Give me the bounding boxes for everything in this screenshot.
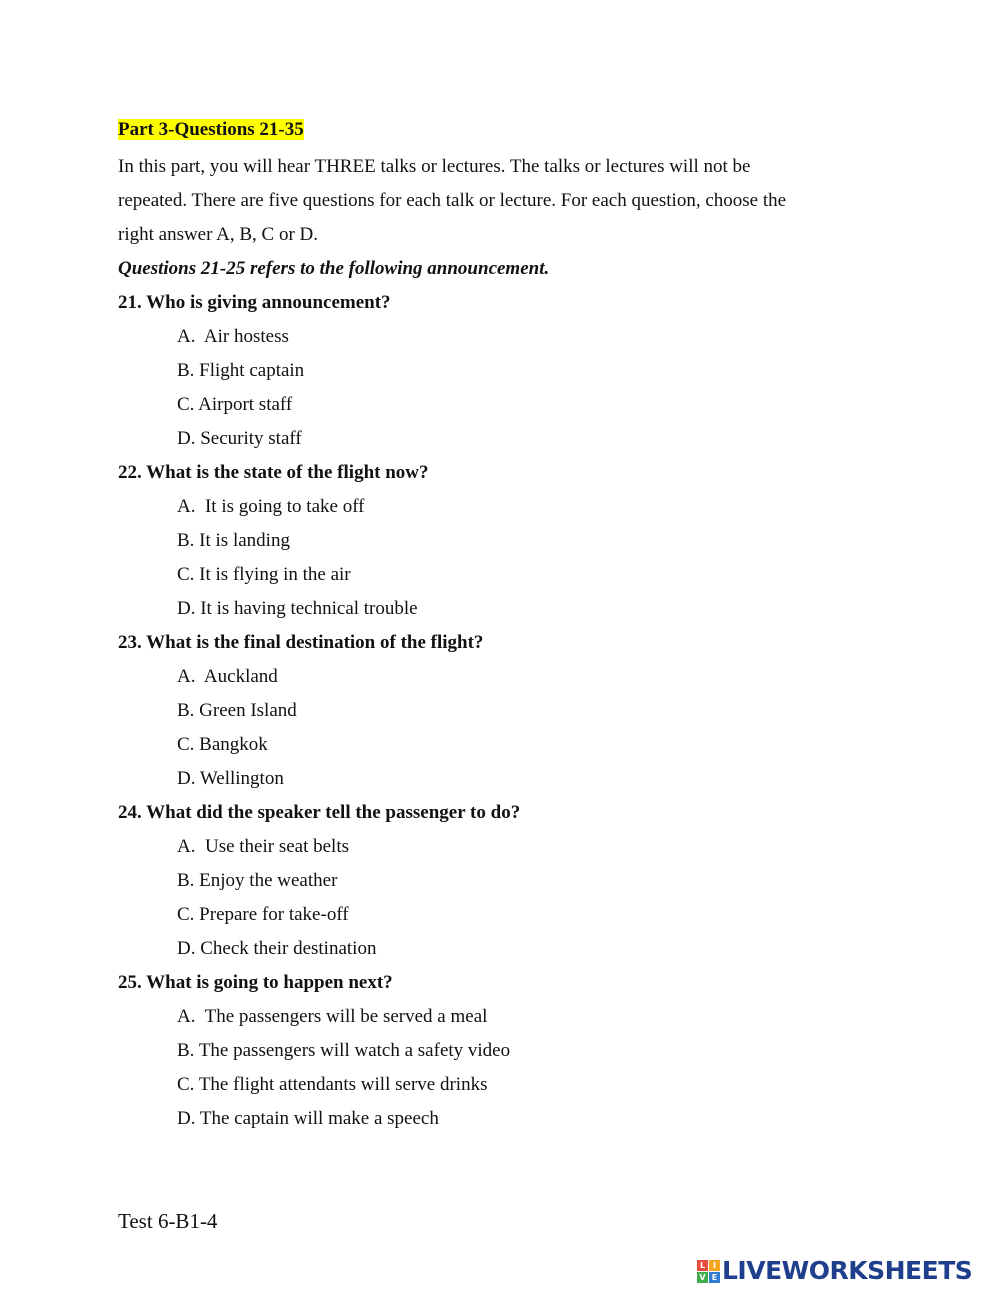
logo-mark-icon xyxy=(697,1260,720,1283)
answer-option: B. Enjoy the weather xyxy=(177,870,338,891)
question-text: 23. What is the final destination of the flight? xyxy=(118,632,484,653)
question-24 xyxy=(118,796,878,966)
logo-mark-cell: V xyxy=(697,1272,708,1283)
part-heading xyxy=(118,117,878,143)
answer-option: B. Green Island xyxy=(177,700,297,721)
instructions xyxy=(118,150,878,252)
answer-option: B. It is landing xyxy=(177,530,290,551)
answer-option: C. It is flying in the air xyxy=(177,564,351,585)
question-text: 22. What is the state of the flight now? xyxy=(118,462,429,483)
highlighted-part-title: Part 3-Questions 21-35 xyxy=(118,119,304,140)
answer-option: D. The captain will make a speech xyxy=(177,1108,439,1129)
question-text: 24. What did the speaker tell the passenger to do? xyxy=(118,802,521,823)
answer-option: D. Wellington xyxy=(177,768,284,789)
footer-test-label: Test 6-B1-4 xyxy=(118,1209,218,1233)
liveworksheets-logo[interactable] xyxy=(697,1253,972,1289)
answer-option: A. Use their seat belts xyxy=(177,836,350,857)
question-text: 25. What is going to happen next? xyxy=(118,972,393,993)
instructions-line: repeated. There are five questions for each talk or lecture. For each question, choose the xyxy=(118,190,787,211)
answer-option: D. Security staff xyxy=(177,428,302,449)
logo-mark-cell: L xyxy=(697,1260,708,1271)
answer-option: D. It is having technical trouble xyxy=(177,598,418,619)
logo-wordmark: LIVEWORKSHEETS xyxy=(722,1256,973,1285)
section-heading: Questions 21-25 refers to the following announcement. xyxy=(118,258,550,279)
question-text: 21. Who is giving announcement? xyxy=(118,292,391,313)
answer-option: C. Airport staff xyxy=(177,394,293,415)
answer-option: C. Prepare for take-off xyxy=(177,904,349,925)
question-23 xyxy=(118,626,878,796)
answer-option: A. The passengers will be served a meal xyxy=(177,1006,488,1027)
answer-option: B. Flight captain xyxy=(177,360,305,381)
answer-option: B. The passengers will watch a safety video xyxy=(177,1040,511,1061)
question-21 xyxy=(118,286,878,456)
instructions-line: right answer A, B, C or D. xyxy=(118,224,319,245)
answer-option: A. Air hostess xyxy=(177,326,289,347)
answer-option: A. Auckland xyxy=(177,666,278,687)
answer-option: C. Bangkok xyxy=(177,734,268,755)
question-25 xyxy=(118,966,878,1136)
instructions-line: In this part, you will hear THREE talks or lectures. The talks or lectures will not be xyxy=(118,156,751,177)
worksheet-page xyxy=(118,117,878,1136)
answer-option: C. The flight attendants will serve drinks xyxy=(177,1074,488,1095)
answer-option: A. It is going to take off xyxy=(177,496,365,517)
answer-option: D. Check their destination xyxy=(177,938,377,959)
question-22 xyxy=(118,456,878,626)
logo-mark-cell: I xyxy=(709,1260,720,1271)
logo-mark-cell: E xyxy=(709,1272,720,1283)
